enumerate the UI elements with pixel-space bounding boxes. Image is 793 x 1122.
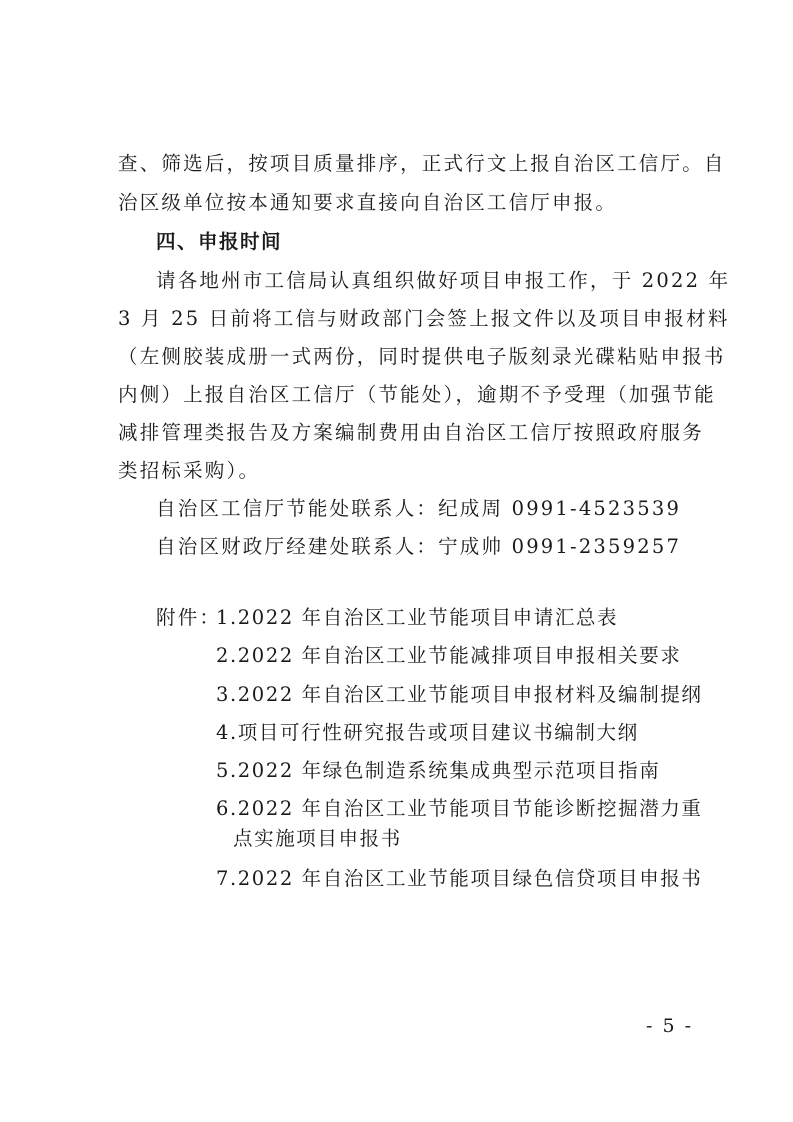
paragraph-line: 治区级单位按本通知要求直接向自治区工信厅申报。 <box>118 191 618 214</box>
attachment-item: 1.2022 年自治区工业节能项目申请汇总表 <box>216 606 619 629</box>
paragraph-line: （左侧胶装成册一式两份，同时提供电子版刻录光碟粘贴申报书 <box>118 345 726 368</box>
section-heading: 四、申报时间 <box>156 230 283 253</box>
contact-line: 自治区财政厅经建处联系人：宁成帅 0991-2359257 <box>156 535 682 558</box>
paragraph-line: 内侧）上报自治区工信厅（节能处），逾期不予受理（加强节能 <box>118 383 716 406</box>
attachment-label: 附件： <box>156 606 222 629</box>
attachment-item-continuation: 点实施项目申报书 <box>233 827 402 850</box>
attachment-item: 2.2022 年自治区工业节能减排项目申报相关要求 <box>216 644 682 667</box>
page-number: - 5 - <box>646 1015 694 1037</box>
attachment-item: 5.2022 年绿色制造系统集成典型示范项目指南 <box>216 759 661 782</box>
attachment-item: 4.项目可行性研究报告或项目建议书编制大纲 <box>216 721 639 744</box>
attachment-item: 6.2022 年自治区工业节能项目节能诊断挖掘潜力重 <box>216 797 703 820</box>
attachment-item: 3.2022 年自治区工业节能项目申报材料及编制提纲 <box>216 683 703 706</box>
paragraph-line: 减排管理类报告及方案编制费用由自治区工信厅按照政府服务 <box>118 421 704 444</box>
paragraph-line: 请各地州市工信局认真组织做好项目申报工作，于 2022 年 <box>156 269 731 292</box>
contact-line: 自治区工信厅节能处联系人：纪成周 0991-4523539 <box>156 497 682 520</box>
paragraph-line: 查、筛选后，按项目质量排序，正式行文上报自治区工信厅。自 <box>118 152 726 175</box>
paragraph-line: 类招标采购）。 <box>118 459 261 482</box>
paragraph-line: 3 月 25 日前将工信与财政部门会签上报文件以及项目申报材料 <box>118 307 730 330</box>
attachment-item: 7.2022 年自治区工业节能项目绿色信贷项目申报书 <box>216 867 703 890</box>
